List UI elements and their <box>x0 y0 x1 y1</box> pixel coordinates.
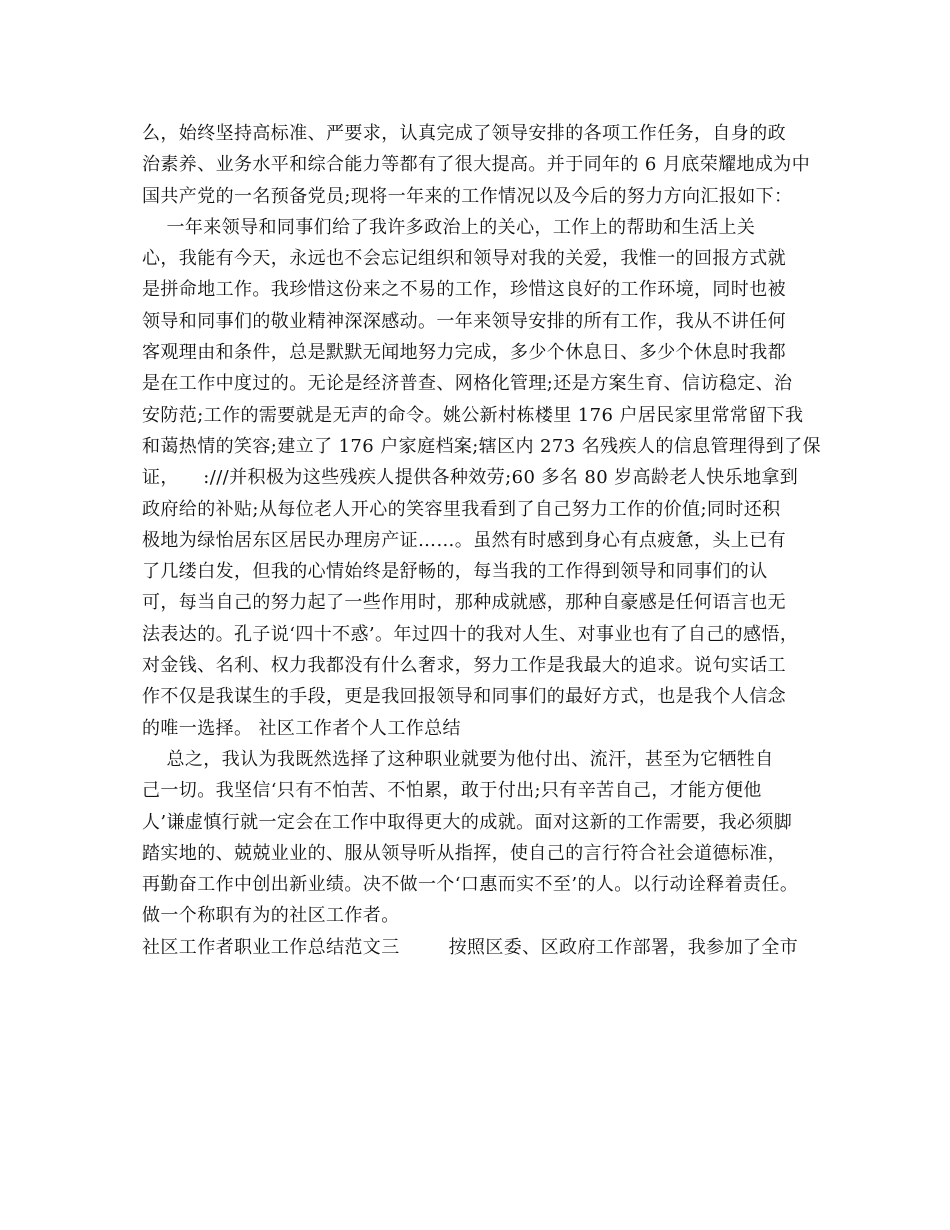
section-heading-line: 社区工作者职业工作总结范文三 按照区委、区政府工作部署，我参加了全市 <box>142 936 799 958</box>
text-line: 人’谦虚慎行就一定会在工作中取得更大的成就。面对这新的工作需要，我必须脚 <box>142 811 793 833</box>
text-line: 了几缕白发，但我的心情始终是舒畅的，每当我的工作得到领导和同事们的认 <box>142 561 768 583</box>
text-line: 的唯一选择。 社区工作者个人工作总结 <box>142 717 461 739</box>
text-line: 是拼命地工作。我珍惜这份来之不易的工作，珍惜这良好的工作环境，同时也被 <box>142 279 786 301</box>
text-line: 己一切。我坚信‘只有不怕苦、不怕累，敢于付出;只有辛苦自己，才能方便他 <box>142 780 762 802</box>
text-line: 安防范;工作的需要就是无声的命令。姚公新村栋楼里 176 户居民家里常常留下我 <box>142 404 804 426</box>
text-line: 一年来领导和同事们给了我许多政治上的关心，工作上的帮助和生活上关 <box>142 216 756 238</box>
text-line: 作不仅是我谋生的手段，更是我回报领导和同事们的最好方式，也是我个人信念 <box>142 686 786 708</box>
text-line: 总之，我认为我既然选择了这种职业就要为他付出、流汗，甚至为它牺牲自 <box>142 748 774 770</box>
document-body <box>142 118 821 963</box>
text-line: 做一个称职有为的社区工作者。 <box>142 905 400 927</box>
text-line: 可，每当自己的努力起了一些作用时，那种成就感，那种自豪感是任何语言也无 <box>142 592 786 614</box>
text-line: 么，始终坚持高标准、严要求，认真完成了领导安排的各项工作任务，自身的政 <box>142 123 786 144</box>
text-line: 心，我能有今天，永远也不会忘记组织和领导对我的关爱，我惟一的回报方式就 <box>142 248 786 270</box>
text-line: 客观理由和条件，总是默默无闻地努力完成，多少个休息日、多少个休息时我都 <box>142 342 786 364</box>
text-line: 再勤奋工作中创出新业绩。决不做一个‘口惠而实不至’的人。以行动诠释着责任。 <box>142 874 799 896</box>
text-line: 法表达的。孔子说‘四十不惑’。年过四十的我对人生、对事业也有了自己的感悟， <box>142 623 799 645</box>
text-line: 证， :///并积极为这些残疾人提供各种效劳;60 多名 80 岁高龄老人快乐地拿到 <box>142 467 799 489</box>
text-line: 国共产党的一名预备党员;现将一年来的工作情况以及今后的努力方向汇报如下： <box>142 185 793 207</box>
text-line: 极地为绿怡居东区居民办理房产证……。虽然有时感到身心有点疲惫，头上已有 <box>142 529 786 551</box>
text-line: 是在工作中度过的。无论是经济普查、网格化管理;还是方案生育、信访稳定、治 <box>142 373 793 395</box>
text-line: 领导和同事们的敬业精神深深感动。一年来领导安排的所有工作，我从不讲任何 <box>142 310 786 332</box>
text-line: 政府给的补贴;从每位老人开心的笑容里我看到了自己努力工作的价值;同时还积 <box>142 498 781 520</box>
text-line: 治素养、业务水平和综合能力等都有了很大提高。并于同年的 6 月底荣耀地成为中 <box>142 154 811 176</box>
text-line: 对金钱、名利、权力我都没有什么奢求，努力工作是我最大的追求。说句实话工 <box>142 655 786 677</box>
text-line: 踏实地的、兢兢业业的、服从领导听从指挥，使自己的言行符合社会道德标准， <box>142 842 786 864</box>
text-line: 和蔼热情的笑容;建立了 176 户家庭档案;辖区内 273 名残疾人的信息管理得到了保 <box>142 435 821 457</box>
